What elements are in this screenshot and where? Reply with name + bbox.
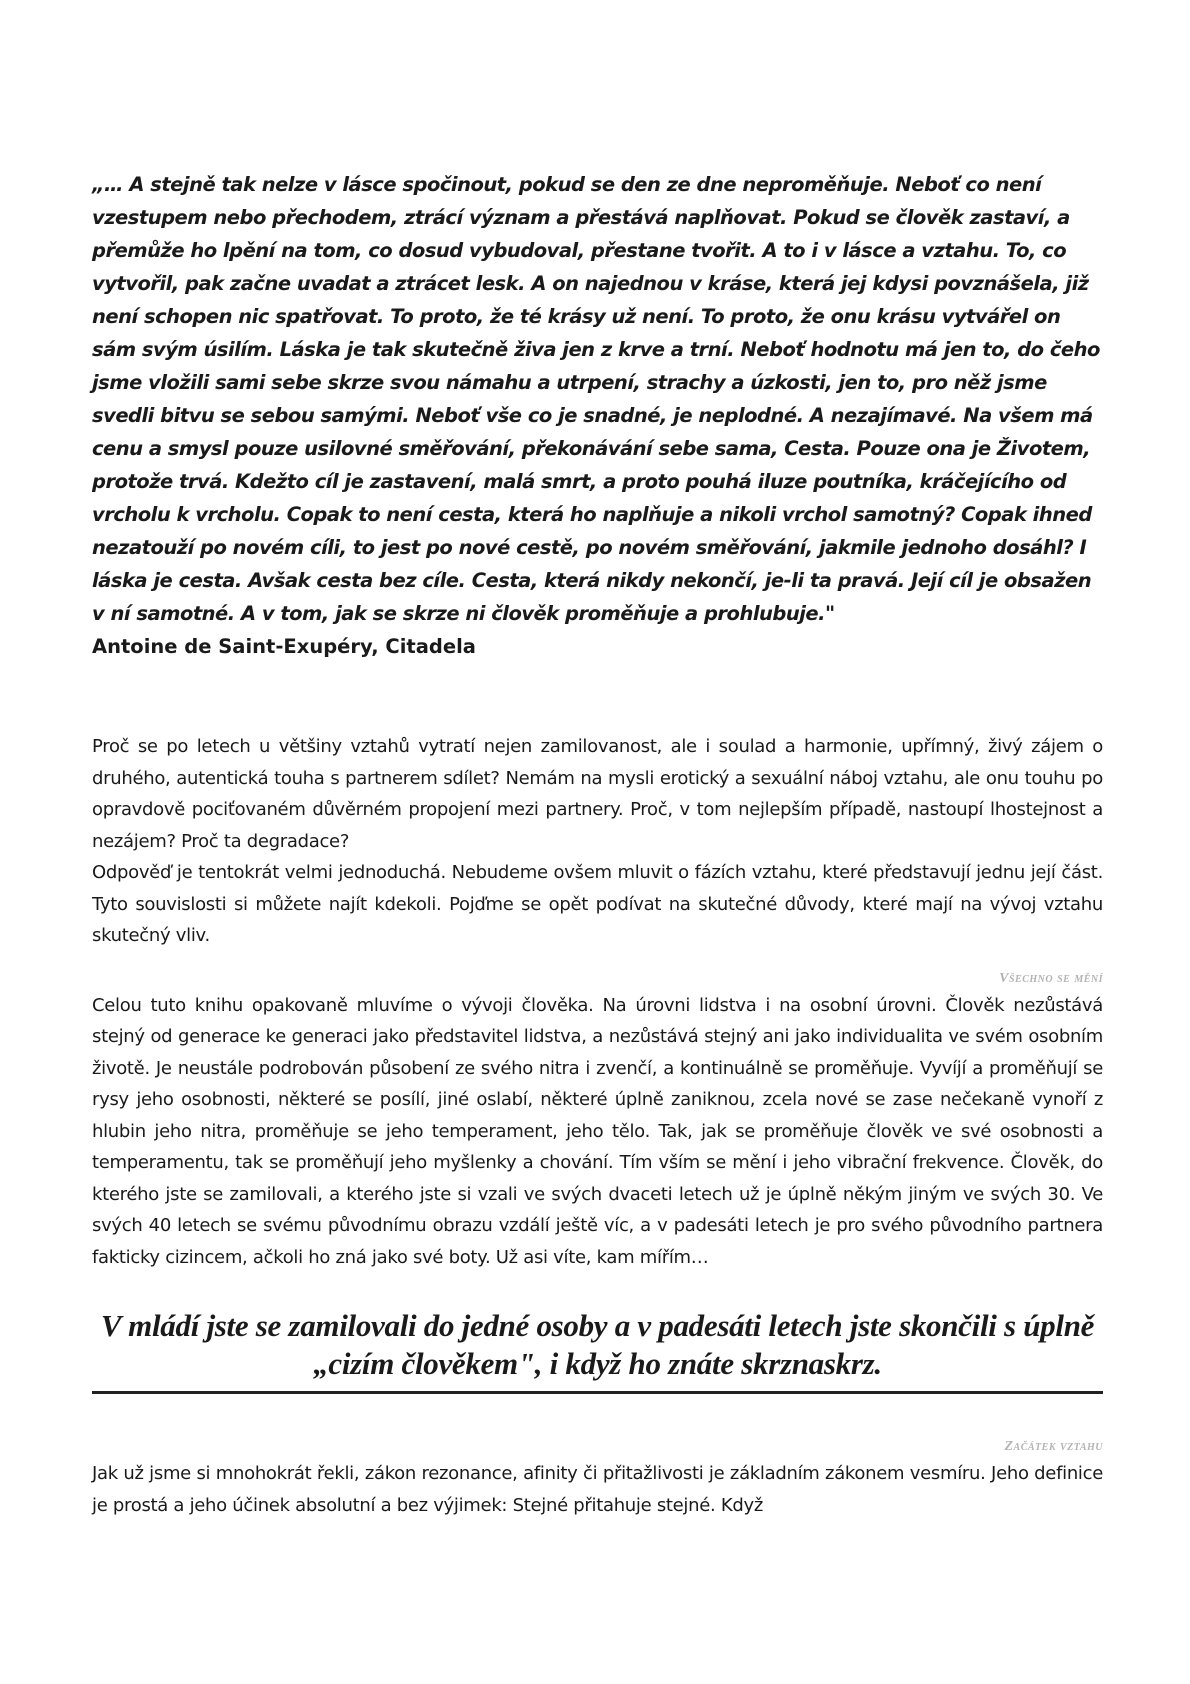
section-heading: Začátek vztahu: [1004, 1439, 1103, 1454]
body-paragraph: Jak už jsme si mnohokrát řekli, zákon rezonance, afinity či přitažlivosti je základním zákonem vesmíru. Jeho definice je prostá a jeho účinek absolutní a bez výjimek: Stejné přitahuje stejné. Když: [92, 1463, 1103, 1516]
section-heading: Všechno se mění: [999, 970, 1103, 986]
pull-quote: V mládí jste se zamilovali do jedné osoby a v padesáti letech jste skončili s úplně „cizím člověkem", i když ho znáte skrznaskrz.: [92, 1307, 1103, 1394]
document-page: [92, 168, 1103, 1521]
epigraph-author: Antoine de Saint-Exupéry, Citadela: [92, 635, 476, 658]
epigraph-quote: „… A stejně tak nelze v lásce spočinout, pokud se den ze dne neproměňuje. Neboť co není vzestupem nebo přechodem, ztrácí význam a přestává naplňovat. Pokud se člověk zastaví, a přemůže ho lpění na tom, co dosud vybudoval, přestane tvořit. A to i v lásce a vztahu. To, co vytvořil, pak začne uvadat a ztrácet lesk. A on najednou v kráse, která jej kdysi povznášela, již není schopen nic spatřovat. To proto, že té krásy už není. To proto, že onu krásu vytvářel on sám svým úsilím. Láska je tak skutečně živa jen z krve a trní. Neboť hodnotu má jen to, do čeho jsme vložili sami sebe skrze svou námahu a utrpení, strachy a úzkosti, jen to, pro něž jsme svedli bitvu se sebou samými. Neboť vše co je snadné, je neplodné. A nezajímavé. Na všem má cenu a smysl pouze usilovné směřování, překonávání sebe sama, Cesta. Pouze ona je Životem, protože trvá. Kdežto cíl je zastavení, malá smrt, a proto pouhá iluze poutníka, kráčejícího od vrcholu k vrcholu. Copak to není cesta, která ho naplňuje a nikoli vrchol samotný? Copak ihned nezatouží po novém cíli, to jest po nové cestě, po novém směřování, jakmile jednoho dosáhl? I láska je cesta. Avšak cesta bez cíle. Cesta, která nikdy nekončí, je-li ta pravá. Její cíl je obsažen v ní samotné. A v tom, jak se skrze ni člověk proměňuje a prohlubuje.": [92, 173, 1100, 625]
intro-paragraph: Proč se po letech u většiny vztahů vytratí nejen zamilovanost, ale i soulad a harmonie, upřímný, živý zájem o druhého, autentická touha s partnerem sdílet? Nemám na mysli erotický a sexuální náboj vztahu, ale onu touhu po opravdově pociťovaném důvěrném propojení mezi partnery. Proč, v tom nejlepším případě, nastoupí lhostejnost a nezájem? Proč ta degradace?: [92, 736, 1103, 852]
intro-paragraph: Odpověď je tentokrát velmi jednoduchá. Nebudeme ovšem mluvit o fázích vztahu, které představují jednu její část. Tyto souvislosti si můžete najít kdekoli. Pojďme se opět podívat na skutečné důvody, které mají na vývoj vztahu skutečný vliv.: [92, 862, 1103, 946]
body-paragraph: Celou tuto knihu opakovaně mluvíme o vývoji člověka. Na úrovni lidstva i na osobní úrovni. Člověk nezůstává stejný od generace ke generaci jako představitel lidstva, a nezůstává stejný ani jako individualita ve svém osobním životě. Je neustále podrobován působení ze svého nitra i zvenčí, a kontinuálně se proměňuje. Vyvíjí a proměňují se rysy jeho osobnosti, některé se posílí, jiné oslabí, některé úplně zaniknou, zcela nové se zase nečekaně vynoří z hlubin jeho nitra, proměňuje se jeho temperament, jeho tělo. Tak, jak se proměňuje člověk ve své osobnosti a temperamentu, tak se proměňují jeho myšlenky a chování. Tím vším se mění i jeho vibrační frekvence. Člověk, do kterého jste se zamilovali, a kterého jste si vzali ve svých dvaceti letech už je úplně někým jiným ve svých 30. Ve svých 40 letech se svému původnímu obrazu vzdálí ještě víc, a v padesáti letech je pro svého původního partnera fakticky cizincem, ačkoli ho zná jako své boty. Už asi víte, kam mířím…: [92, 994, 1103, 1268]
